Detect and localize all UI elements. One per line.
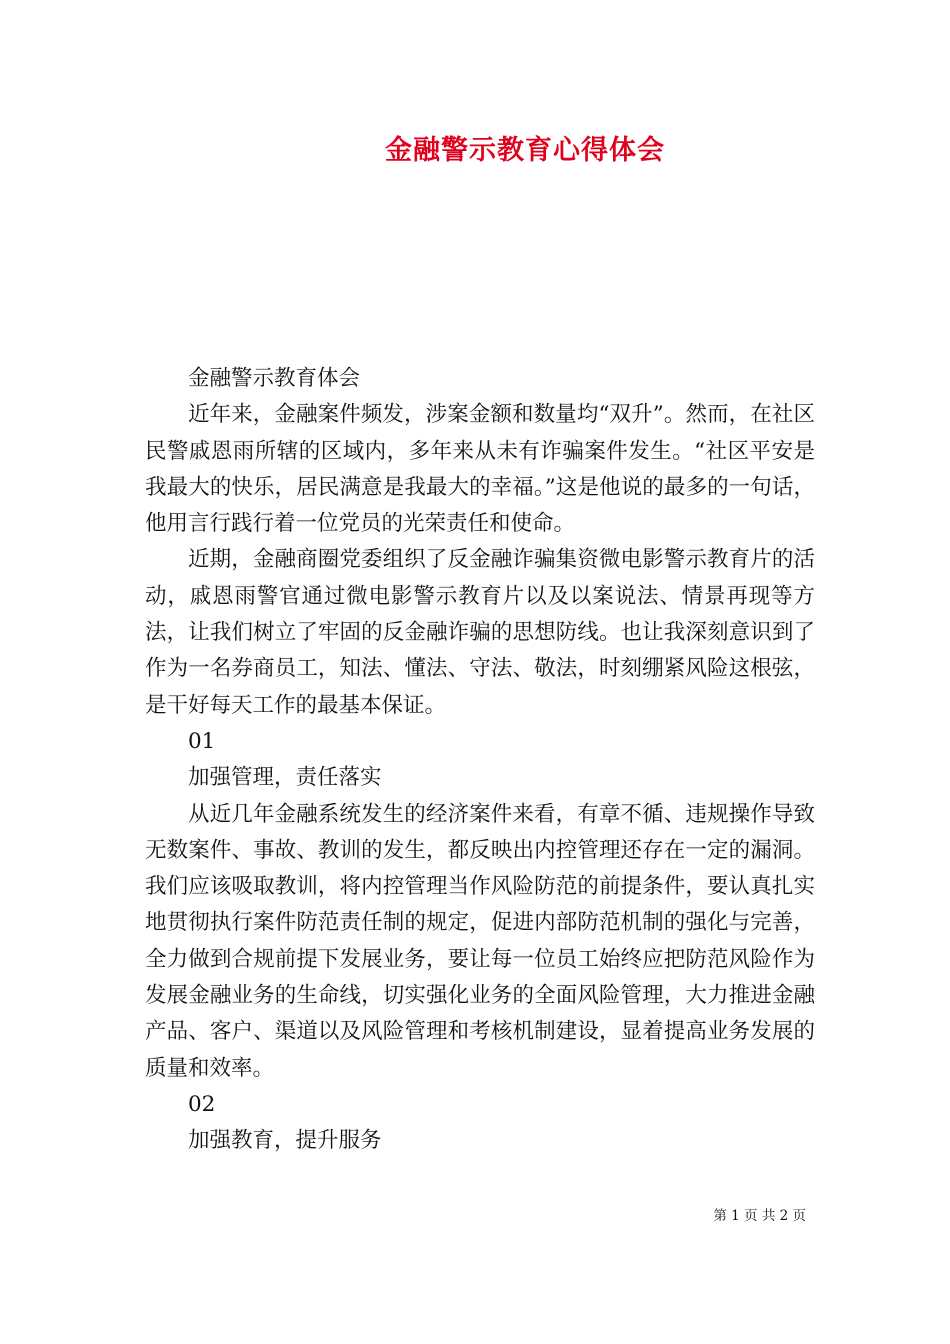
document-body bbox=[145, 361, 815, 1160]
document-title: 金融警示教育心得体会 bbox=[385, 135, 665, 166]
page-number-footer: 第 1 页 共 2 页 bbox=[713, 1208, 806, 1224]
body-paragraph: 近期，金融商圈党委组织了反金融诈骗集资微电影警示教育片的活动，戚恩雨警官通过微电影警示教育片以及以案说法、情景再现等方法，让我们树立了牢固的反金融诈骗的思想防线。也让我深刻意识到了作为一名券商员工，知法、懂法、守法、敬法，时刻绷紧风险这根弦，是干好每天工作的最基本保证。 bbox=[145, 547, 815, 718]
section-number: 02 bbox=[188, 1091, 216, 1117]
body-paragraph: 从近几年金融系统发生的经济案件来看，有章不循、违规操作导致无数案件、事故、教训的发生，都反映出内控管理还存在一定的漏洞。我们应该吸取教训，将内控管理当作风险防范的前提条件，要认真扎实地贯彻执行案件防范责任制的规定，促进内部防范机制的强化与完善，全力做到合规前提下发展业务，要让每一位员工始终应把防范风险作为发展金融业务的生命线，切实强化业务的全面风险管理，大力推进金融产品、客户、渠道以及风险管理和考核机制建设，显着提高业务发展的质量和效率。 bbox=[145, 801, 815, 1081]
section-heading: 金融警示教育体会 bbox=[188, 366, 361, 391]
section-heading: 加强教育，提升服务 bbox=[188, 1128, 382, 1154]
body-paragraph: 近年来，金融案件频发，涉案金额和数量均“双升”。然而，在社区民警戚恩雨所辖的区域内，多年来从未有诈骗案件发生。“社区平安是我最大的快乐，居民满意是我最大的幸福。”这是他说的最多的一句话，他用言行践行着一位党员的光荣责任和使命。 bbox=[145, 402, 815, 537]
section-heading: 加强管理，责任落实 bbox=[188, 765, 382, 791]
section-number: 01 bbox=[188, 728, 216, 754]
